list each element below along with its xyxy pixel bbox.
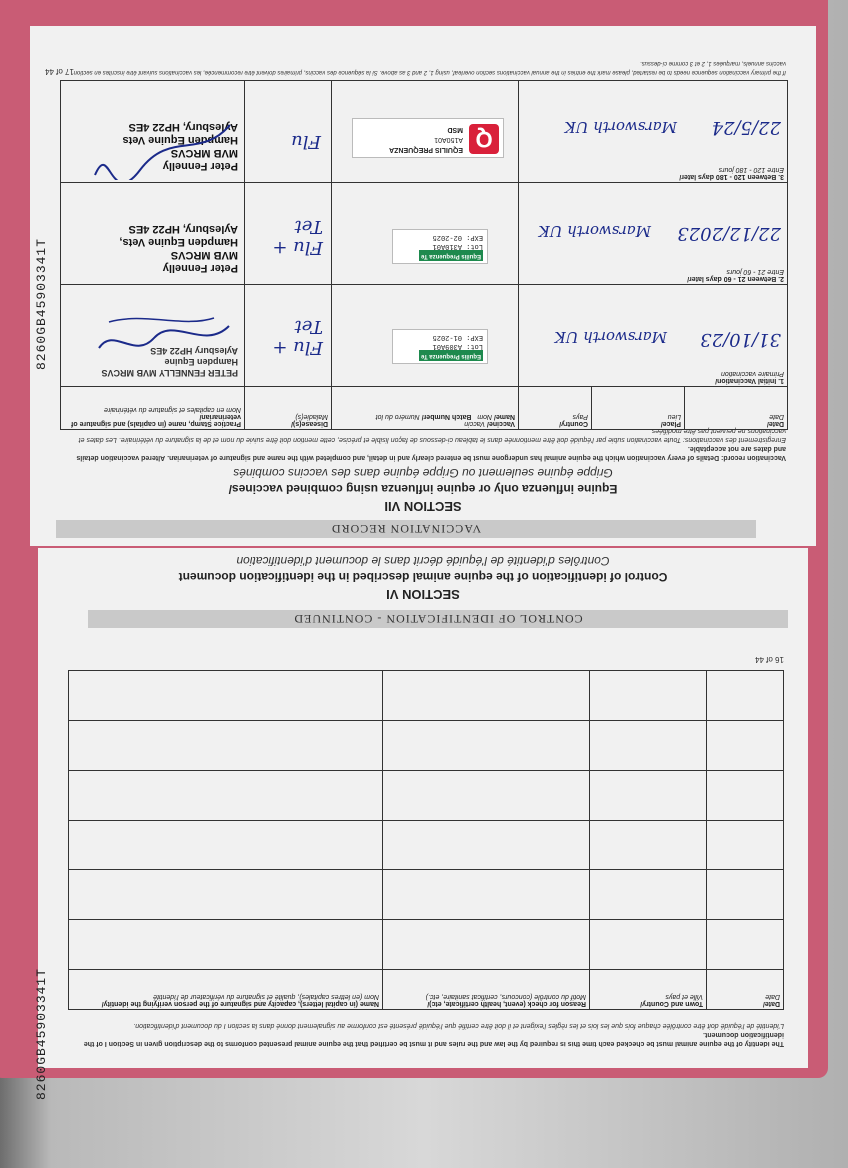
col-date: Date/ Date	[707, 970, 784, 1010]
col-disease: Disease(s)/ Maladie(s)	[245, 386, 332, 429]
vaccination-date: 22/5/24	[711, 116, 781, 138]
section-heading: SECTION VII	[384, 499, 462, 514]
vaccination-place: Marsworth UK	[554, 327, 667, 346]
section-heading: SECTION VI	[386, 587, 460, 602]
note-en: Vaccination record: Details of every vaccination which the equine animal has undergone must be entered clearly and in detail, and completed with the name and signature of veterinarian.	[167, 454, 786, 461]
col-town-country: Town and Country/ Ville et pays	[590, 970, 707, 1010]
col-reason: Reason for check (event, health certificate, etc)/ Motif du contrôle (concours, certificat sanitaire, etc.)	[383, 970, 590, 1010]
note-fr: L'identité de l'équidé doit être contrôlée chaque fois que les lois et les règles l'exigent et il doit être certifié que l'équidé présenté est conforme au signalement donné dans la section I du document d'identification.	[133, 1022, 784, 1029]
passport-number-upper: 8260GB45903341T	[34, 237, 49, 370]
vaccination-date: 22/12/2023	[677, 222, 781, 244]
col-date: Date/ Date	[685, 386, 788, 429]
section-subtitle: Grippe équine seulement ou Grippe équine dans des vaccins combinés	[233, 466, 613, 480]
identification-table-area	[38, 638, 808, 1068]
footnote: If the primary vaccination sequence needs to be restarted, please mark the entries in the annual vaccinations section overleaf, using 1, 2 and 3 as above. Si la séquence des vaccins, primaires doivent être recommencée, les vaccinations suivant être inscrites en section vaccins annuels, marquées 1, 2 et 3 comme ci-dessus.	[73, 60, 786, 75]
identification-table	[68, 670, 784, 1010]
table-row	[69, 671, 784, 721]
identification-instructions	[64, 1021, 784, 1048]
row-date-place: 3. Between 120 - 180 days later/ Entre 120 - 180 jours 22/5/24 Marsworth UK	[519, 81, 788, 183]
disease-entry: Flu + Tet	[272, 315, 323, 358]
col-stamp: Practice Stamp, name (in capitals) and signature of veterinarian/ Nom en capitales et signature du vétérinaire	[61, 386, 245, 429]
vaccination-place: Marsworth UK	[564, 117, 677, 136]
vet-stamp: PETER FENNELLY MVB MRCVS Hampden Equine Aylesbury HP22 4ES	[101, 345, 238, 378]
note-en: The identity of the equine animal must be checked each time this is required by the law and the rules and it must be certified that the equine animal presented conforms to the description given in Section I of the identification document.	[83, 1031, 784, 1047]
disease-entry: Flu	[291, 130, 321, 152]
table-row	[69, 870, 784, 920]
table-row	[69, 820, 784, 870]
section-subtitle: Contrôles d'identité de l'équidé décrit dans le document d'identification	[236, 554, 610, 568]
vaccination-place: Marsworth UK	[538, 221, 651, 240]
page-number: 17 of 44	[45, 67, 74, 76]
equilis-logo: Q	[469, 124, 499, 154]
vet-stamp: Peter Fennelly MVB MRCVS Hampden Equine Vets Aylesbury, HP22 4ES	[122, 120, 238, 172]
row-date-place: 2. Between 21 - 60 days later/ Entre 21 - 60 jours 22/12/2023 Marsworth UK	[519, 182, 788, 284]
table-row	[69, 920, 784, 970]
table-row	[69, 770, 784, 820]
vaccination-date: 31/10/23	[700, 328, 781, 350]
section-strip: CONTROL OF IDENTIFICATION - CONTINUED	[88, 610, 788, 628]
disease-entry: Flu + Tet	[272, 215, 323, 258]
col-verifier: Name (in capital letters), capacity and signature of the person verifying the identity/ Nom (en lettres capitales), qualité et signature du vérificateur de l'identité	[69, 970, 383, 1010]
note-en-2: Altered vaccination details and dates are not acceptable.	[76, 445, 786, 461]
row-date-place: 1. Initial Vaccination/ Primaire vaccination 31/10/23 Marsworth UK	[519, 284, 788, 386]
note-fr: Enregistrement des vaccinations: Toute vaccination subie par l'équidé doit être mentionnée dans le tableau ci-dessous de façon lisible et précise, cette mention doit être suivie du nom et de la signature du vétérinaire. Les dates et vaccinations ne peuvent pas être modifiées.	[78, 427, 786, 443]
col-country: Country/ Pays	[519, 386, 592, 429]
vaccine-sticker: Equilis Prequenza Te Lot: A309A01 EXP: 01-2025	[392, 329, 488, 364]
section-title: Equine influenza only or equine influenza using combined vaccines/	[228, 482, 618, 496]
section-title: Control of identification of the equine animal described in the identification document	[178, 570, 668, 584]
vaccine-sticker: Q EQUILIS PREQUENZA A150A01 MSD	[352, 118, 504, 158]
vet-stamp: Peter Fennelly MVB MRCVS Hampden Equine Vets, Aylesbury, HP22 4ES	[119, 222, 238, 274]
passport-number-lower: 8260GB45903341T	[34, 967, 49, 1100]
col-vaccine: Vaccine/ Vaccin Name/ Nom Batch Number/ Numéro du lot	[332, 386, 519, 429]
table-row	[69, 720, 784, 770]
section-strip: VACCINATION RECORD	[56, 520, 756, 538]
page-number: 16 of 44	[755, 655, 784, 664]
col-place: Place/ Lieu	[592, 386, 685, 429]
vaccine-sticker: Equilis Prequenza Te Lot: A310A01 EXP: 02-2025	[392, 229, 488, 264]
